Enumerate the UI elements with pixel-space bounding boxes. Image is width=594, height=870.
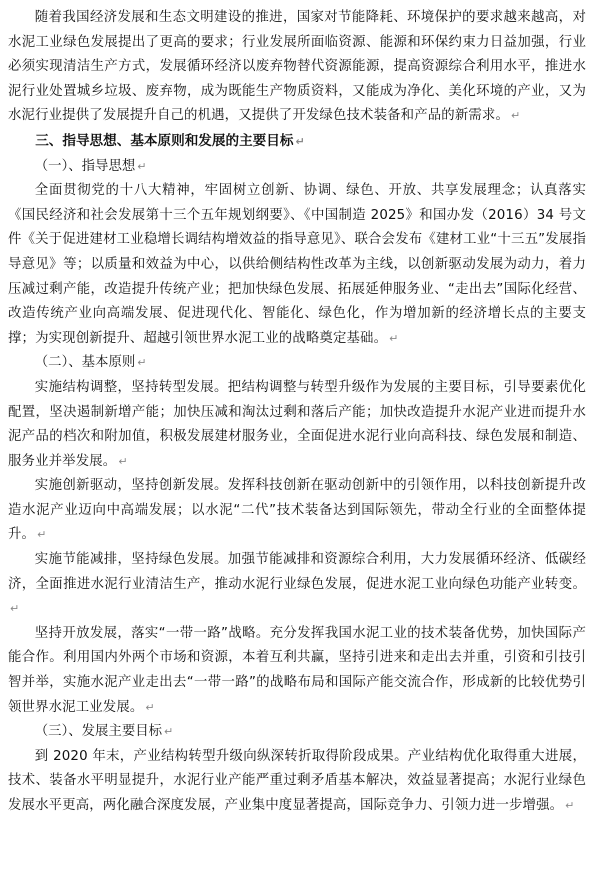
paragraph [8, 179, 586, 351]
paragraph-mark-icon: ↵ [137, 159, 147, 173]
subsection-heading [8, 351, 586, 376]
paragraph-text: 到 2020 年末，产业结构转型升级向纵深转折取得阶段成果。产业结构优化取得重大进展，技术、装备水平明显提升，水泥行业产能严重过剩矛盾基本解决，效益显著提高；水泥行业绿色发展水平更高，两化融合深度发展，产业集中度显著提高，国际竞争力、引领力进一步增强。 [8, 748, 586, 813]
paragraph-text: 实施节能减排，坚持绿色发展。加强节能减排和资源综合利用，大力发展循环经济、低碳经济，全面推进水泥行业清洁生产，推动水泥行业绿色发展，促进水泥工业向绿色功能产业转变。 [8, 552, 586, 592]
paragraph-mark-icon: ↵ [145, 700, 155, 714]
paragraph-mark-icon: ↵ [295, 134, 305, 148]
paragraph-text: 实施创新驱动，坚持创新发展。发挥科技创新在驱动创新中的引领作用，以科技创新提升改造水泥产业迈向中高端发展；以水泥“二代”技术装备达到国际领先，带动全行业的全面整体提升。 [8, 478, 586, 543]
paragraph-mark-icon: ↵ [389, 331, 399, 345]
subsection-heading-text: （三）、发展主要目标 [34, 724, 163, 740]
paragraph-mark-icon: ↵ [137, 356, 147, 370]
paragraph [8, 6, 586, 129]
subsection-heading-text: （一）、指导思想 [34, 158, 136, 174]
paragraph-text: 全面贯彻党的十八大精神，牢固树立创新、协调、绿色、开放、共享发展理念；认真落实《国民经济和社会发展第十三个五年规划纲要》、《中国制造 2025》和国办发（2016）34 号文件《关于促进建材工业稳增长调结构增效益的指导意见》、联合会发布《建材工业“十三五”发展指导意见》等；以质量和效益为中心，以供给侧结构性改革为主线，以创新驱动发展为动力，着力压减过剩产能，改造提升传统产业；把加快绿色发展、拓展延伸服务业、“走出去”国际化经营、改造传统产业向高端发展、促进现代化、智能化、绿色化，作为增加新的经济增长点的主要支撑；为实现创新提升、超越引领世界水泥工业的战略奠定基础。 [8, 183, 586, 346]
paragraph-text: 坚持开放发展，落实“一带一路”战略。充分发挥我国水泥工业的技术装备优势，加快国际产能合作。利用国内外两个市场和资源，本着互利共赢，坚持引进来和走出去并重，引资和引技引智并举，实施水泥产业走出去“一带一路”的战略布局和国际产能交流合作，形成新的比较优势引领世界水泥工业发展。 [8, 625, 586, 715]
paragraph [8, 745, 586, 819]
subsection-heading-text: （二）、基本原则 [34, 355, 136, 371]
paragraph-mark-icon: ↵ [511, 109, 521, 123]
section-heading-text: 三、指导思想、基本原则和发展的主要目标 [35, 132, 294, 149]
paragraph-mark-icon: ↵ [37, 528, 47, 542]
subsection-heading [8, 720, 586, 745]
paragraph [8, 622, 586, 720]
paragraph-mark-icon: ↵ [10, 602, 20, 616]
subsection-heading [8, 155, 586, 180]
paragraph [8, 548, 586, 622]
paragraph-mark-icon: ↵ [164, 725, 174, 739]
section-heading [8, 129, 586, 155]
paragraph-mark-icon: ↵ [118, 454, 128, 468]
paragraph [8, 474, 586, 548]
paragraph-mark-icon: ↵ [565, 799, 575, 812]
paragraph-text: 随着我国经济发展和生态文明建设的推进，国家对节能降耗、环境保护的要求越来越高，对水泥工业绿色发展提出了更高的要求；行业发展所面临资源、能源和环保约束力日益加强，行业必须实现清洁生产方式，发展循环经济以废弃物替代资源能源，提高资源综合利用水平，推进水泥行业处置城乡垃圾、废弃物，成为既能生产物质资料，又能成为净化、美化环境的产业，又为水泥行业提供了发展提升自己的机遇，又提供了开发绿色技术装备和产品的新需求。 [8, 10, 586, 124]
paragraph-text: 实施结构调整，坚持转型发展。把结构调整与转型升级作为发展的主要目标，引导要素优化配置，坚决遏制新增产能；加快压减和淘汰过剩和落后产能；加快改造提升水泥产业进而提升水泥产品的档次和附加值，积极发展建材服务业，全面促进水泥行业向高科技、绿色发展和制造、服务业并举发展。 [8, 379, 586, 469]
document-page [8, 0, 586, 819]
paragraph [8, 376, 586, 474]
